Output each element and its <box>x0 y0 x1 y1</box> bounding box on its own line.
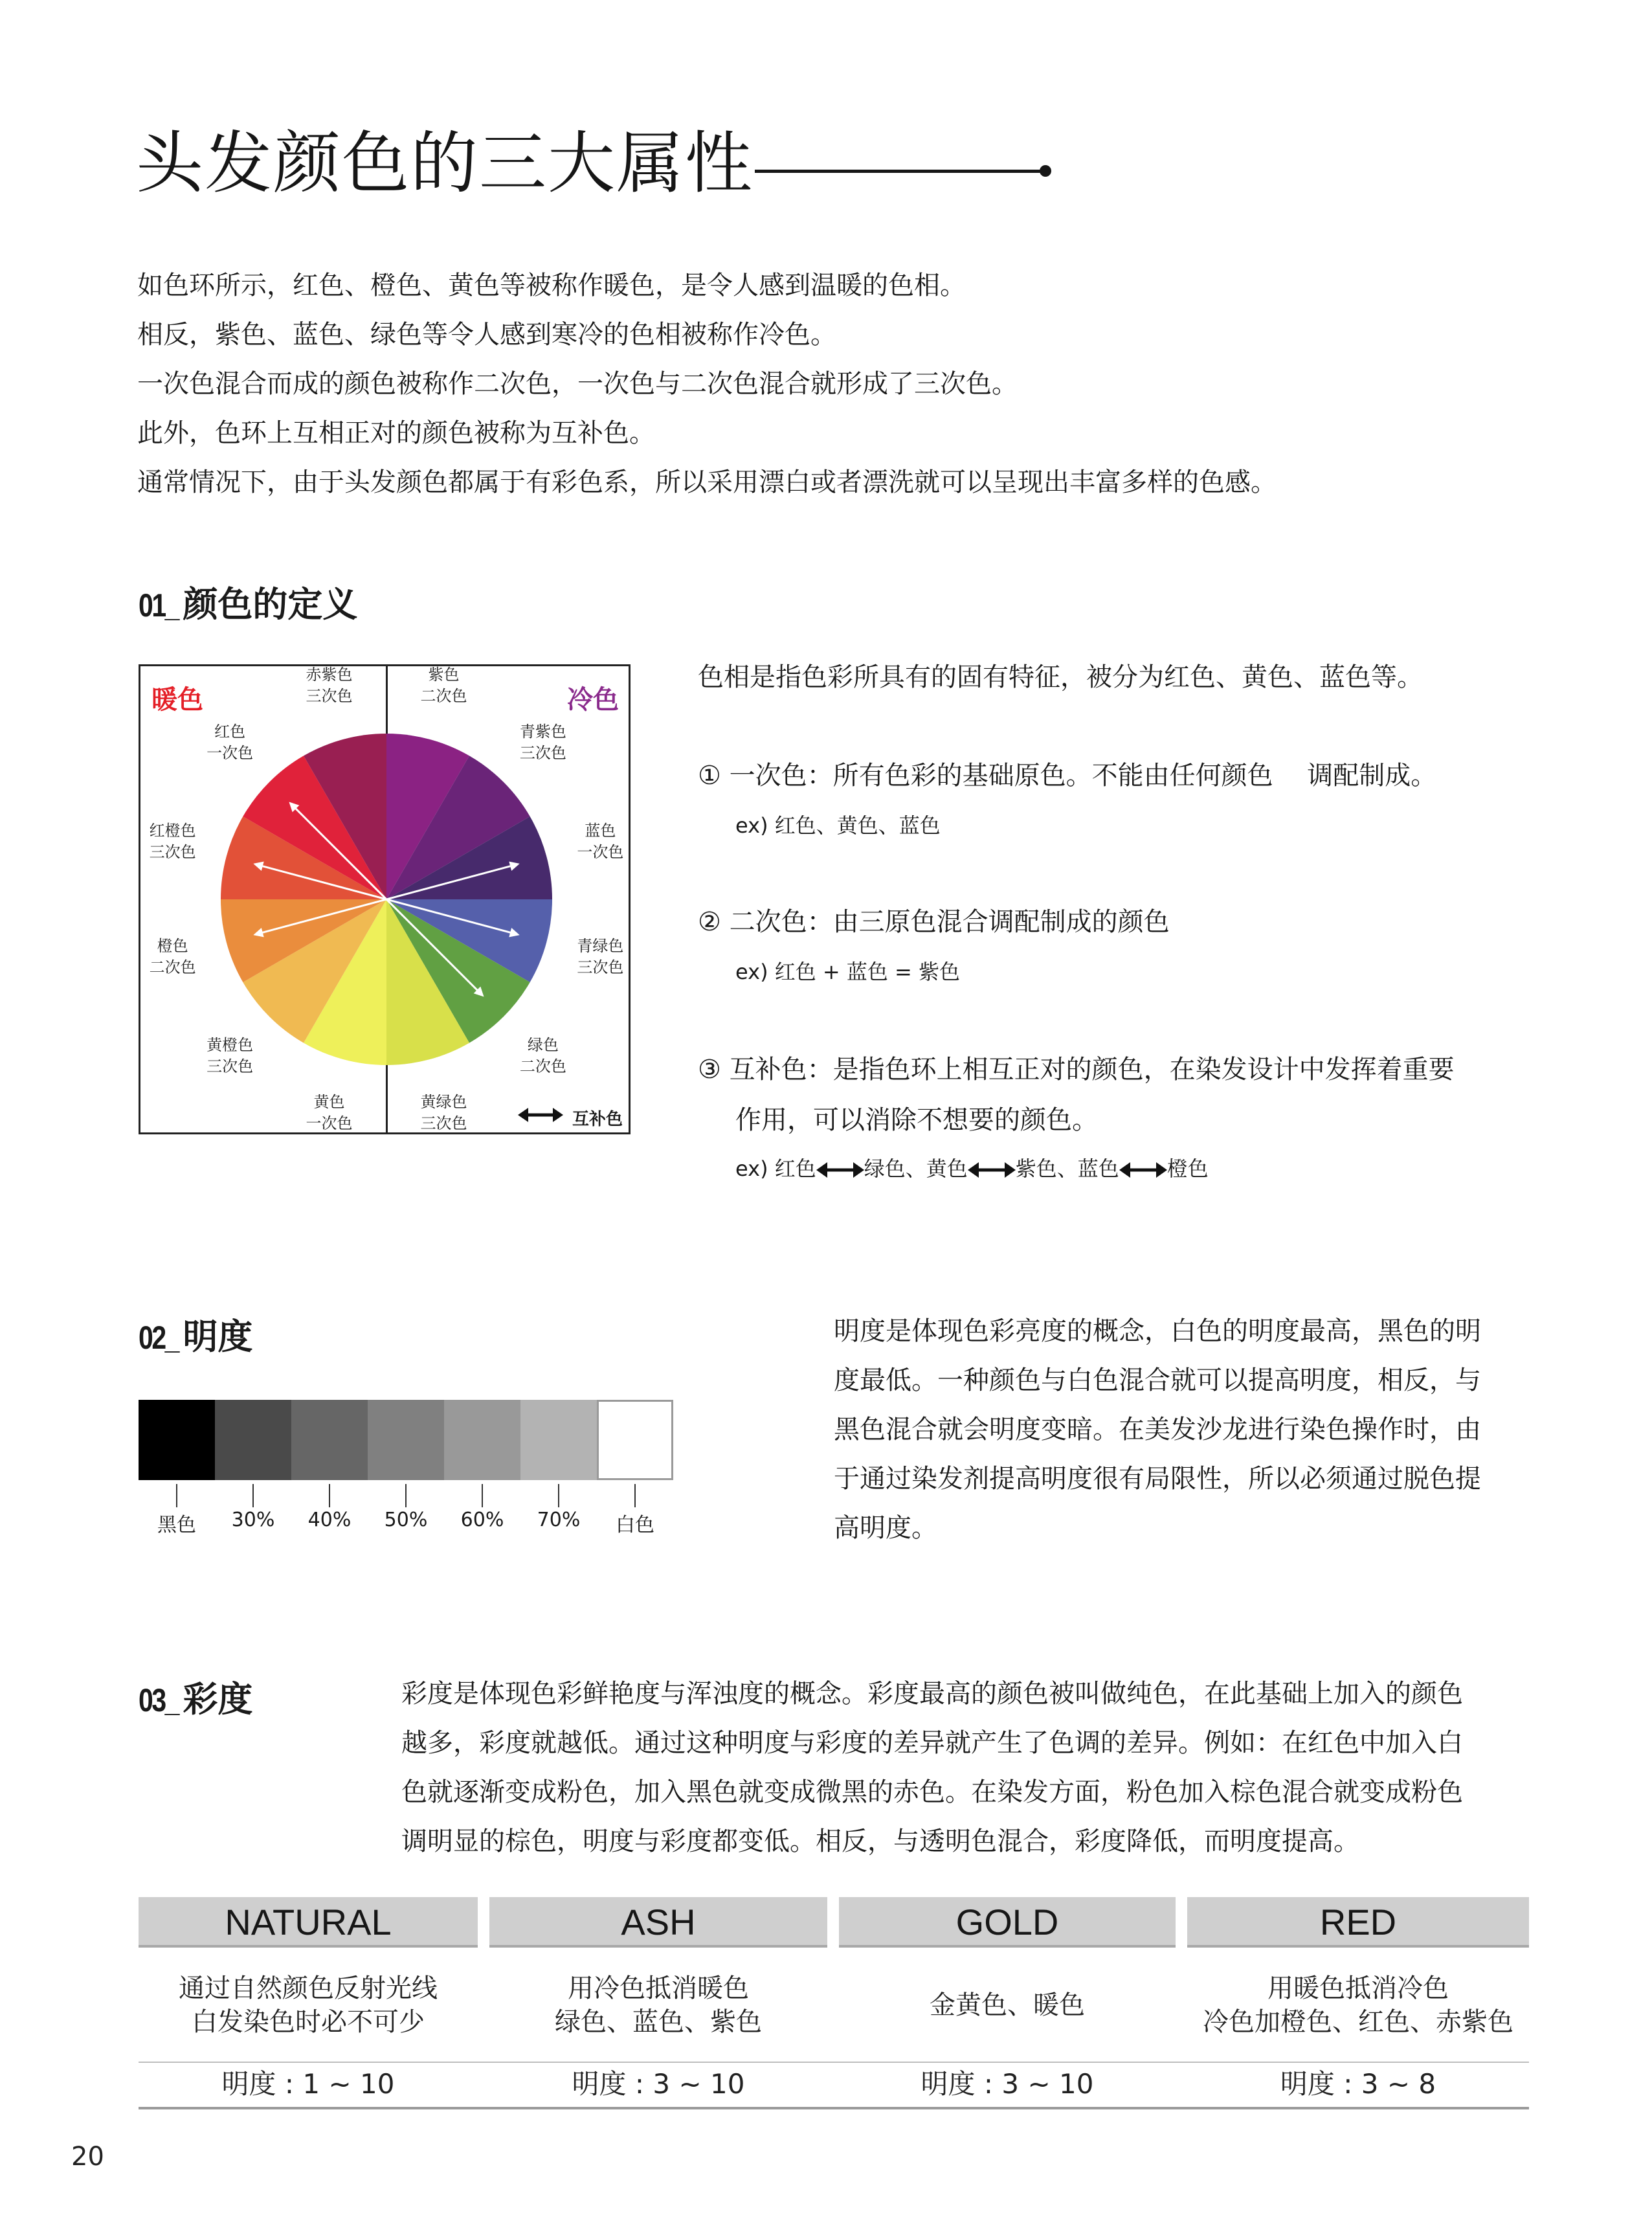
section-2-number: 02_ <box>139 1320 179 1356</box>
wheel-color-order: 一次色 <box>206 744 254 763</box>
brightness-swatch <box>291 1400 368 1480</box>
table-brightness-red: 明度 : 3 ~ 8 <box>1280 2068 1436 2100</box>
example-part: 绿色、黄色 <box>864 1156 968 1181</box>
scale-tick <box>405 1484 407 1507</box>
intro-line: 如色环所示，红色、橙色、黄色等被称作暖色，是令人感到温暖的色相。 <box>137 271 966 300</box>
brightness-label: 40% <box>307 1509 352 1531</box>
paragraph-line: 度最低。一种颜色与白色混合就可以提高明度，相反，与 <box>834 1366 1481 1395</box>
secondary-color-example: ex) 红色 + 蓝色 = 紫色 <box>735 960 961 984</box>
wheel-segment-label <box>405 1092 483 1134</box>
brightness-scale <box>139 1400 673 1480</box>
complementary-color-example <box>735 1156 1209 1181</box>
brightness-swatch <box>597 1400 673 1480</box>
wheel-color-name: 橙色 <box>157 936 188 955</box>
double-arrow-icon <box>1119 1160 1167 1180</box>
paragraph-line: 调明显的棕色，明度与彩度都变低。相反，与透明色混合，彩度降低，而明度提高。 <box>401 1827 1359 1856</box>
page-number: 20 <box>71 2142 104 2172</box>
wheel-color-order: 二次色 <box>149 958 196 976</box>
wheel-color-name: 青紫色 <box>519 723 566 741</box>
example-part: ex) 红色 <box>735 1156 816 1181</box>
example-part: 橙色 <box>1166 1156 1209 1181</box>
paragraph-line: 越多，彩度就越低。通过这种明度与彩度的差异就产生了色调的差异。例如：在红色中加入白 <box>401 1728 1463 1758</box>
double-arrow-icon <box>968 1160 1016 1180</box>
intro-line: 此外，色环上互相正对的颜色被称为互补色。 <box>137 418 655 448</box>
wheel-segment-label <box>504 721 582 764</box>
wheel-color-name: 黄绿色 <box>420 1093 467 1112</box>
scale-tick <box>558 1484 559 1507</box>
desc-line: 白发染色时必不可少 <box>192 2007 425 2037</box>
scale-tick <box>329 1484 330 1507</box>
table-header-red: RED <box>1187 1897 1529 1948</box>
brightness-label: 60% <box>460 1509 504 1531</box>
brightness-swatch <box>215 1400 291 1480</box>
warm-color-label: 暖色 <box>151 685 203 715</box>
wheel-color-order: 三次色 <box>519 744 566 763</box>
desc-line: 绿色、蓝色、紫色 <box>555 2007 762 2037</box>
primary-color-definition: ① 一次色：所有色彩的基础原色。不能由任何颜色 调配制成。 <box>698 761 1437 791</box>
wheel-color-order: 二次色 <box>420 686 467 705</box>
brightness-label: 50% <box>384 1509 428 1531</box>
brightness-description <box>834 1307 1481 1553</box>
intro-line: 相反，紫色、蓝色、绿色等令人感到寒冷的色相被称作冷色。 <box>137 320 836 350</box>
table-brightness-ash: 明度 : 3 ~ 10 <box>572 2068 745 2100</box>
intro-line: 一次色混合而成的颜色被称作二次色，一次色与二次色混合就形成了三次色。 <box>137 369 1018 399</box>
brightness-swatch <box>520 1400 597 1480</box>
table-header-gold: GOLD <box>839 1897 1176 1948</box>
example-part: 紫色、蓝色 <box>1015 1156 1119 1181</box>
wheel-color-name: 赤紫色 <box>306 665 353 684</box>
wheel-color-order: 一次色 <box>577 843 624 862</box>
section-2-heading <box>139 1316 253 1357</box>
section-3-heading <box>139 1679 253 1720</box>
wheel-color-order: 三次色 <box>206 1057 254 1075</box>
desc-line: 金黄色、暖色 <box>930 1990 1085 2020</box>
table-header-natural: NATURAL <box>139 1897 478 1948</box>
complementary-legend-label: 互补色 <box>572 1110 623 1129</box>
wheel-segment-label <box>561 936 639 978</box>
desc-line: 冷色加橙色、红色、赤紫色 <box>1203 2007 1513 2037</box>
complementary-color-definition: ③ 互补色：是指色环上相互正对的颜色，在染发设计中发挥着重要 <box>698 1055 1455 1085</box>
table-brightness-natural: 明度 : 1 ~ 10 <box>221 2068 395 2100</box>
brightness-swatch <box>444 1400 520 1480</box>
paragraph-line: 彩度是体现色彩鲜艳度与浑浊度的概念。彩度最高的颜色被叫做纯色，在此基础上加入的颜色 <box>401 1679 1463 1709</box>
wheel-color-order: 一次色 <box>306 1114 353 1133</box>
table-header-ash: ASH <box>489 1897 827 1948</box>
table-bottom-rule <box>139 2107 1529 2109</box>
wheel-segment-label <box>405 664 483 707</box>
scale-tick <box>482 1484 483 1507</box>
wheel-color-name: 青绿色 <box>577 936 624 955</box>
paragraph-line: 明度是体现色彩亮度的概念，白色的明度最高，黑色的明 <box>834 1316 1481 1346</box>
section-1-number: 01_ <box>139 587 179 624</box>
section-2-title: 明度 <box>183 1316 253 1357</box>
double-arrow-icon <box>816 1160 864 1180</box>
desc-line: 用暖色抵消冷色 <box>1267 1973 1449 2003</box>
paragraph-line: 黑色混合就会明度变暗。在美发沙龙进行染色操作时，由 <box>834 1415 1481 1445</box>
wheel-color-name: 绿色 <box>527 1035 559 1054</box>
primary-color-example: ex) 红色、黄色、蓝色 <box>735 813 941 838</box>
wheel-segment-label <box>290 664 368 707</box>
scale-tick <box>176 1484 177 1507</box>
wheel-color-order: 二次色 <box>519 1057 566 1075</box>
wheel-color-name: 紫色 <box>428 665 460 684</box>
paragraph-line: 色就逐渐变成粉色，加入黑色就变成微黑的赤色。在染发方面，粉色加入棕色混合就变成粉色 <box>401 1777 1463 1807</box>
wheel-color-order: 三次色 <box>420 1114 467 1133</box>
wheel-segment-label <box>134 936 212 978</box>
wheel-color-order: 三次色 <box>306 686 353 705</box>
wheel-color-order: 三次色 <box>149 843 196 862</box>
section-1-title: 颜色的定义 <box>183 584 358 625</box>
brightness-label: 70% <box>537 1509 581 1531</box>
wheel-color-name: 黄橙色 <box>206 1035 254 1054</box>
wheel-color-name: 红橙色 <box>149 822 196 840</box>
wheel-color-name: 蓝色 <box>585 822 616 840</box>
wheel-color-name: 红色 <box>214 723 246 741</box>
wheel-segment-label <box>191 1035 269 1077</box>
cool-color-label: 冷色 <box>567 685 619 715</box>
brightness-swatch <box>368 1400 444 1480</box>
wheel-segment-label <box>134 820 212 863</box>
brightness-label: 白色 <box>616 1514 654 1536</box>
wheel-segment-label <box>191 721 269 764</box>
paragraph-line: 高明度。 <box>834 1513 937 1543</box>
paragraph-line: 于通过染发剂提高明度很有局限性，所以必须通过脱色提 <box>834 1464 1481 1494</box>
scale-tick <box>252 1484 254 1507</box>
section-3-number: 03_ <box>139 1682 179 1718</box>
wheel-color-order: 三次色 <box>577 958 624 976</box>
brightness-label: 30% <box>231 1509 275 1531</box>
intro-line: 通常情况下，由于头发颜色都属于有彩色系，所以采用漂白或者漂洗就可以呈现出丰富多样的色感。 <box>137 467 1277 497</box>
wheel-segment-label <box>290 1092 368 1134</box>
wheel-color-name: 黄色 <box>313 1093 345 1112</box>
hue-definition: 色相是指色彩所具有的固有特征，被分为红色、黄色、蓝色等。 <box>698 662 1423 692</box>
brightness-swatch <box>139 1400 215 1480</box>
saturation-description <box>401 1669 1463 1866</box>
page-title: 头发颜色的三大属性 <box>136 124 754 203</box>
table-brightness-gold: 明度 : 3 ~ 10 <box>921 2068 1094 2100</box>
complementary-color-definition-cont: 作用，可以消除不想要的颜色。 <box>735 1105 1098 1135</box>
scale-tick <box>634 1484 636 1507</box>
wheel-segment-label <box>561 820 639 863</box>
desc-line: 用冷色抵消暖色 <box>568 1973 749 2003</box>
brightness-label: 黑色 <box>157 1514 196 1536</box>
wheel-segment-label <box>504 1035 582 1077</box>
desc-line: 通过自然颜色反射光线 <box>179 1973 438 2003</box>
secondary-color-definition: ② 二次色：由三原色混合调配制成的颜色 <box>698 907 1170 937</box>
complementary-arrow-icon <box>518 1105 563 1125</box>
section-3-title: 彩度 <box>183 1679 253 1720</box>
